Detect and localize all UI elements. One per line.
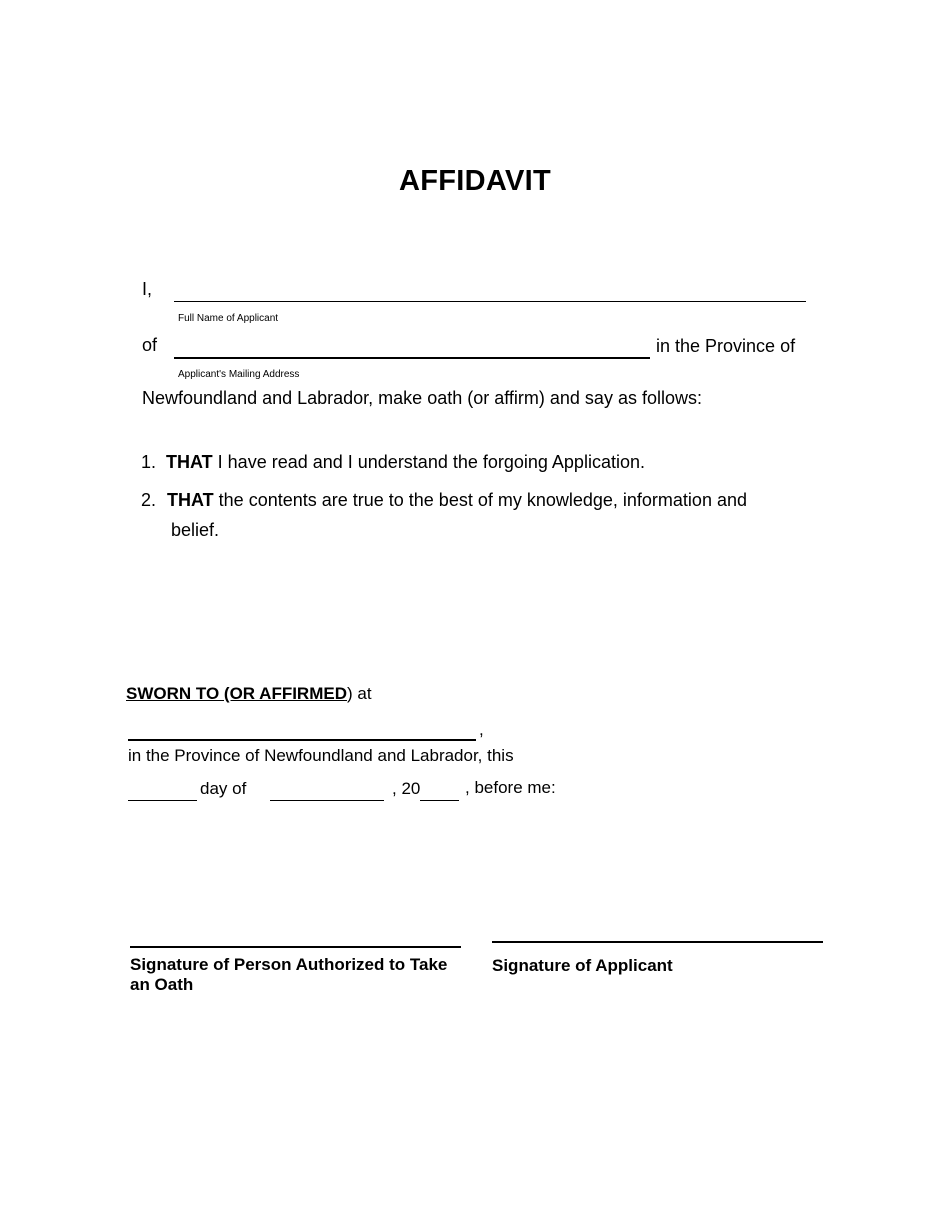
year-prefix: , 20 — [392, 779, 421, 798]
authorized-signature-label-line1: Signature of Person Authorized to Take — [130, 955, 448, 974]
sworn-suffix: ) at — [346, 684, 372, 703]
mailing-address-caption: Applicant's Mailing Address — [178, 369, 300, 380]
statement-2 — [167, 490, 747, 511]
statement-2-number: 2. — [141, 490, 157, 510]
statement-1-lead: THAT — [166, 452, 213, 472]
statement-1 — [166, 452, 645, 473]
location-comma: , — [479, 720, 484, 739]
statement-1-number: 1. — [141, 452, 157, 472]
full-name-caption: Full Name of Applicant — [178, 313, 279, 324]
oath-text: Newfoundland and Labrador, make oath (or affirm) and say as follows: — [142, 388, 702, 408]
province-line: in the Province of Newfoundland and Labrador, this — [128, 746, 514, 765]
year-field[interactable] — [420, 800, 459, 801]
authorized-signature-line[interactable] — [130, 946, 461, 948]
province-text: in the Province of — [656, 336, 796, 356]
applicant-signature-label: Signature of Applicant — [492, 956, 673, 975]
sworn-heading — [126, 684, 372, 704]
statement-2-continuation: belief. — [171, 520, 220, 540]
of-label: of — [142, 335, 158, 355]
day-of-label: day of — [200, 779, 247, 798]
statement-2-text: the contents are true to the best of my knowledge, information and — [218, 490, 747, 510]
statement-2-lead: THAT — [167, 490, 214, 510]
page-title: AFFIDAVIT — [399, 165, 551, 197]
sworn-label: SWORN TO (OR AFFIRMED — [126, 684, 347, 703]
applicant-signature-line[interactable] — [492, 941, 823, 943]
full-name-field[interactable] — [174, 301, 806, 302]
mailing-address-field[interactable] — [174, 357, 650, 359]
authorized-signature-label-line2: an Oath — [130, 975, 194, 994]
statement-1-text: I have read and I understand the forgoing Application. — [217, 452, 645, 472]
before-me-label: , before me: — [465, 778, 556, 797]
sworn-location-field[interactable] — [128, 739, 476, 741]
i-label: I, — [142, 279, 153, 299]
month-field[interactable] — [270, 800, 384, 801]
day-field[interactable] — [128, 800, 197, 801]
